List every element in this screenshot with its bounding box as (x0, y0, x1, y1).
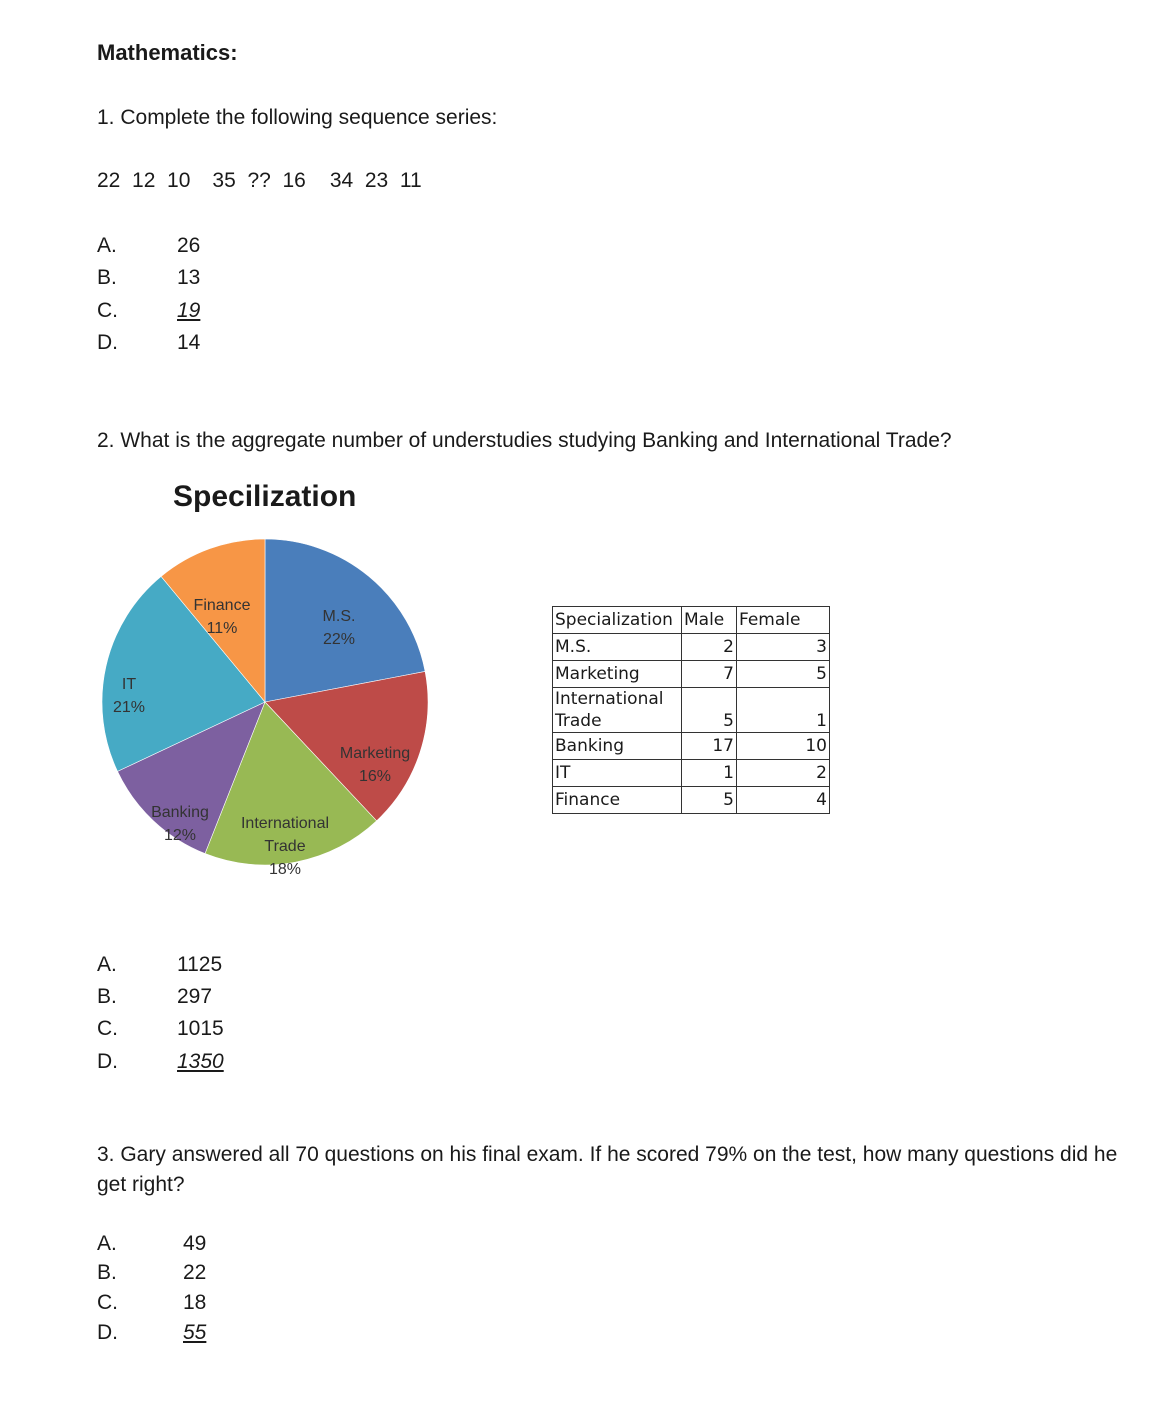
option-letter: B. (97, 985, 117, 1008)
option-letter: D. (97, 331, 118, 354)
option-value: 13 (177, 266, 201, 289)
option-value: 22 (183, 1261, 207, 1284)
slice-label-finance: Finance 11% (193, 597, 251, 637)
table-row (553, 787, 830, 814)
section-heading: Mathematics: (97, 40, 238, 65)
table-cell-male: 7 (682, 661, 737, 688)
option-value: 49 (183, 1232, 207, 1255)
table-row (553, 760, 830, 787)
option-letter: A. (97, 234, 117, 257)
question-1-text: 1. Complete the following sequence series: (97, 106, 498, 129)
sequence-group-2: 35 ?? 16 (212, 169, 306, 192)
table-cell-male: 1 (682, 760, 737, 787)
table-cell-specialization: M.S. (553, 634, 682, 661)
option-value: 18 (183, 1291, 207, 1314)
option-letter: A. (97, 953, 117, 976)
table-row (553, 733, 830, 760)
option-letter: C. (97, 1291, 118, 1314)
specialization-table (552, 606, 830, 814)
table-cell-male: 2 (682, 634, 737, 661)
option-value-marked: 55 (183, 1321, 207, 1344)
option-value-marked: 1350 (177, 1050, 224, 1073)
question-3-text: 3. Gary answered all 70 questions on his final exam. If he scored 79% on the test, how many questions did he get right? (97, 1143, 1118, 1196)
table-cell-male: 17 (682, 733, 737, 760)
option-value: 297 (177, 985, 213, 1008)
option-letter: A. (97, 1232, 117, 1255)
table-cell-specialization: IT (553, 760, 682, 787)
slice-label-marketing: Marketing 16% (339, 745, 411, 785)
sequence-group-1: 22 12 10 (97, 169, 191, 192)
table-cell-specialization: Banking (553, 733, 682, 760)
sequence-series (97, 169, 422, 193)
table-cell-specialization: Marketing (553, 661, 682, 688)
chart-title: Specilization (173, 480, 357, 513)
table-cell-female: 3 (737, 634, 830, 661)
option-value: 1015 (177, 1017, 224, 1040)
option-value: 14 (177, 331, 201, 354)
option-letter: B. (97, 1261, 117, 1284)
option-value-marked: 19 (177, 299, 201, 322)
option-letter: C. (97, 299, 118, 322)
table-cell-male: 5 (682, 688, 737, 733)
table-cell-female: 5 (737, 661, 830, 688)
sequence-group-3: 34 23 11 (329, 169, 422, 192)
question-2-text: 2. What is the aggregate number of understudies studying Banking and International Trade? (97, 429, 952, 452)
table-cell-female: 4 (737, 787, 830, 814)
table-header-specialization: Specialization (553, 607, 682, 634)
option-letter: D. (97, 1050, 118, 1073)
slice-label-banking: Banking 12% (151, 804, 209, 844)
option-value: 26 (177, 234, 201, 257)
table-row (553, 634, 830, 661)
table-header-row (553, 607, 830, 634)
option-letter: D. (97, 1321, 118, 1344)
table-header-female: Female (737, 607, 830, 634)
table-header-male: Male (682, 607, 737, 634)
table-row (553, 688, 830, 733)
table-cell-male: 5 (682, 787, 737, 814)
table-row (553, 661, 830, 688)
slice-label-ms: M.S. 22% (322, 608, 356, 648)
table-cell-specialization: International Trade (553, 688, 682, 733)
pie-chart (95, 470, 435, 900)
table-cell-female: 2 (737, 760, 830, 787)
option-letter: C. (97, 1017, 118, 1040)
table-cell-specialization: Finance (553, 787, 682, 814)
option-value: 1125 (177, 953, 223, 976)
table-cell-female: 1 (737, 688, 830, 733)
slice-label-it: IT 21% (112, 676, 146, 716)
table-cell-female: 10 (737, 733, 830, 760)
slice-label-international-trade: International Trade 18% (240, 815, 330, 878)
option-letter: B. (97, 266, 117, 289)
